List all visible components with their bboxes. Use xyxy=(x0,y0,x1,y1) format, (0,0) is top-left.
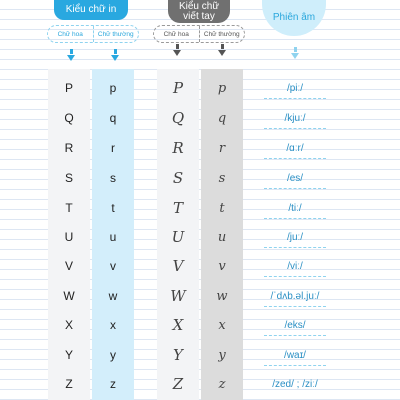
ipa-divider xyxy=(264,247,326,248)
print-upper-letter: Q xyxy=(64,111,74,125)
print-upper-letter: P xyxy=(64,81,73,95)
hand-lower-letter: x xyxy=(218,317,226,333)
print-subheader xyxy=(47,25,139,43)
hand-lower-letter: z xyxy=(218,376,226,392)
ipa-transcription: /tiː/ xyxy=(288,202,302,214)
table-row xyxy=(0,374,400,394)
print-upper-label: Chữ hoa xyxy=(57,30,83,38)
ipa-transcription: /waɪ/ xyxy=(284,349,306,361)
print-lower-letter: s xyxy=(110,171,116,185)
table-row xyxy=(0,345,400,365)
ipa-header: Phiên âm xyxy=(262,0,326,36)
hand-lower-letter: q xyxy=(217,110,227,126)
print-upper-letter: X xyxy=(64,318,73,332)
ipa-transcription: /juː/ xyxy=(286,231,304,243)
ipa-divider xyxy=(264,306,326,307)
table-row xyxy=(0,198,400,218)
print-lower-letter: w xyxy=(108,289,118,303)
table-row xyxy=(0,108,400,128)
ipa-divider xyxy=(264,335,326,336)
ipa-transcription: /piː/ xyxy=(286,82,304,94)
ipa-divider xyxy=(264,98,326,99)
hand-upper-letter: R xyxy=(172,139,184,157)
print-lower-letter: u xyxy=(109,230,117,244)
ipa-transcription: /kjuː/ xyxy=(284,112,306,124)
table-row xyxy=(0,138,400,158)
print-lower-letter: y xyxy=(110,348,116,362)
hand-upper-letter: W xyxy=(170,287,186,305)
hand-upper-letter: Y xyxy=(173,346,183,364)
table-row xyxy=(0,168,400,188)
hand-lower-letter: p xyxy=(217,80,227,96)
print-style-header: Kiểu chữ in xyxy=(54,0,128,20)
ipa-transcription: /es/ xyxy=(286,172,304,184)
hand-lower-letter: w xyxy=(216,288,228,304)
arrow-down-icon xyxy=(291,53,299,59)
table-row xyxy=(0,256,400,276)
print-lower-letter: p xyxy=(109,81,117,95)
print-upper-letter: Z xyxy=(65,377,73,391)
hand-upper-letter: V xyxy=(172,257,184,275)
ipa-transcription: /ˈdʌb.əl.juː/ xyxy=(270,290,320,302)
handwriting-subheader xyxy=(153,25,245,43)
table-row xyxy=(0,227,400,247)
hand-upper-letter: Q xyxy=(171,109,185,127)
ipa-transcription: /ɑːr/ xyxy=(286,142,304,154)
print-upper-letter: W xyxy=(63,289,75,303)
hand-upper-letter: P xyxy=(172,79,184,97)
ipa-divider xyxy=(264,158,326,159)
hand-lower-label: Chữ thường xyxy=(199,26,245,42)
print-lower-letter: q xyxy=(109,111,117,125)
arrow-down-icon xyxy=(218,50,226,56)
arrow-down-icon xyxy=(111,55,119,61)
ipa-transcription: /viː/ xyxy=(287,260,303,272)
print-upper-letter: R xyxy=(64,141,74,155)
table-row xyxy=(0,286,400,306)
table-row xyxy=(0,78,400,98)
hand-lower-letter: r xyxy=(218,140,226,156)
ipa-divider xyxy=(264,218,326,219)
hand-lower-letter: u xyxy=(217,229,227,245)
hand-upper-letter: S xyxy=(172,169,184,187)
hand-lower-letter: s xyxy=(218,170,226,186)
hand-upper-letter: X xyxy=(172,316,184,334)
print-lower-letter: v xyxy=(110,259,116,273)
print-lower-letter: t xyxy=(111,201,115,215)
ipa-transcription: /zed/ ; /ziː/ xyxy=(272,378,318,390)
hand-lower-letter: y xyxy=(218,347,226,363)
print-upper-letter: T xyxy=(65,201,73,215)
hand-lower-letter: v xyxy=(218,258,226,274)
print-lower-letter: z xyxy=(110,377,116,391)
table-row xyxy=(0,315,400,335)
print-upper-letter: V xyxy=(64,259,73,273)
ipa-divider xyxy=(264,365,326,366)
ipa-divider xyxy=(264,276,326,277)
print-upper-letter: Y xyxy=(64,348,73,362)
hand-upper-letter: T xyxy=(172,199,183,217)
arrow-down-icon xyxy=(173,50,181,56)
print-lower-letter: x xyxy=(110,318,116,332)
ipa-transcription: /eks/ xyxy=(284,319,306,331)
hand-upper-letter: U xyxy=(171,228,185,246)
print-upper-letter: S xyxy=(64,171,73,185)
print-lower-label: Chữ thường xyxy=(93,26,139,42)
hand-upper-letter: Z xyxy=(172,375,184,393)
handwriting-style-header: Kiểu chữ viết tay xyxy=(168,0,230,23)
print-lower-letter: r xyxy=(111,141,115,155)
print-upper-letter: U xyxy=(64,230,74,244)
arrow-down-icon xyxy=(67,55,75,61)
ipa-divider xyxy=(264,128,326,129)
hand-lower-letter: t xyxy=(219,200,225,216)
ipa-divider xyxy=(264,188,326,189)
hand-upper-label: Chữ hoa xyxy=(163,30,189,38)
